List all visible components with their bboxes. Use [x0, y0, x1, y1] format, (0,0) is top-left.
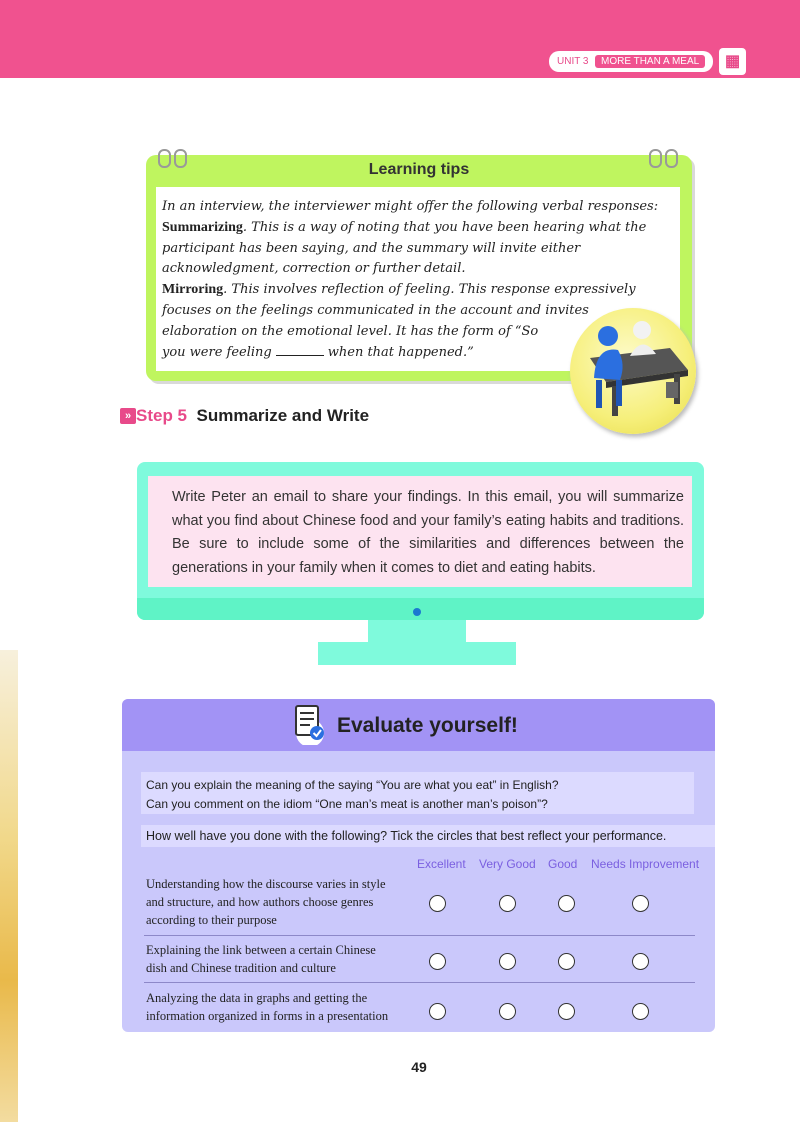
- question-1: Can you explain the meaning of the saying “You are what you eat” in English?: [146, 778, 559, 792]
- summarizing-text: . This is a way of noting that you have been hearing what the participant has been saying, and the summary will invite either acknowledgment, correction or further detail.: [162, 219, 647, 277]
- mirroring-text-a: you were feeling: [162, 344, 272, 360]
- row-label-line: Explaining the link between a certain Chinese: [146, 943, 376, 957]
- rating-excellent-radio[interactable]: [429, 1003, 446, 1020]
- learning-tips-title: Learning tips: [368, 161, 470, 178]
- row-label: [146, 875, 414, 929]
- rating-very-good-radio[interactable]: [499, 1003, 516, 1020]
- row-label: [146, 941, 414, 977]
- unit-logo-icon: ▦: [719, 48, 746, 75]
- mirroring-text-b: when that happened.”: [327, 344, 474, 360]
- step-heading: [120, 406, 369, 426]
- rating-needs-improvement-radio[interactable]: [632, 1003, 649, 1020]
- rating-needs-improvement-radio[interactable]: [632, 895, 649, 912]
- monitor-base: [318, 642, 516, 665]
- unit-badge: [549, 51, 713, 72]
- questions-box: [141, 772, 694, 814]
- rating-good-radio[interactable]: [558, 895, 575, 912]
- unit-title: MORE THAN A MEAL: [595, 55, 705, 68]
- col-excellent: Excellent: [417, 857, 466, 871]
- monitor-screen: [148, 476, 692, 587]
- tips-mirroring-2: elaboration on the emotional level. It has the form of “So: [162, 323, 539, 339]
- monitor-bezel: [137, 598, 704, 620]
- self-rating-instruction: How well have you done with the following? Tick the circles that best reflect your performance.: [141, 825, 715, 847]
- rating-excellent-radio[interactable]: [429, 895, 446, 912]
- tips-intro: In an interview, the interviewer might offer the following verbal responses:: [162, 199, 659, 214]
- step-title: Summarize and Write: [196, 406, 370, 425]
- row-label-line: and structure, and how authors choose genres: [146, 895, 374, 909]
- row-label-line: Understanding how the discourse varies in style: [146, 877, 386, 891]
- row-label: [146, 989, 414, 1025]
- row-label-line: Analyzing the data in graphs and getting the: [146, 991, 368, 1005]
- step-number: Step 5: [136, 406, 188, 425]
- col-very-good: Very Good: [479, 857, 536, 871]
- task-text: Write Peter an email to share your findings. In this email, you will summarize what you find about Chinese food and your family’s eating habits and traditions. Be sure to include some of the similarities and differences between the generations in your family when it comes to diet and eating habits.: [172, 489, 684, 576]
- col-good: Good: [548, 857, 578, 871]
- tips-summarizing: [162, 218, 680, 280]
- question-2: Can you comment on the idiom “One man’s meat is another man’s poison”?: [146, 797, 548, 811]
- double-arrow-icon: »: [120, 408, 136, 424]
- row-label-line: information organized in forms in a presentation: [146, 1009, 389, 1023]
- rating-good-radio[interactable]: [558, 1003, 575, 1020]
- col-needs-improvement: Needs Improvement: [591, 857, 700, 871]
- rating-needs-improvement-radio[interactable]: [632, 953, 649, 970]
- rating-good-radio[interactable]: [558, 953, 575, 970]
- row-divider: [144, 982, 695, 983]
- interview-illustration: [570, 308, 696, 434]
- side-decoration: [0, 650, 18, 1122]
- rating-very-good-radio[interactable]: [499, 953, 516, 970]
- summarizing-term: Summarizing: [162, 219, 243, 235]
- checklist-icon: [290, 703, 330, 745]
- monitor-frame: [137, 462, 704, 620]
- power-light-icon: [413, 608, 421, 616]
- page-number: 49: [411, 1059, 427, 1075]
- row-label-line: dish and Chinese tradition and culture: [146, 961, 336, 975]
- row-label-line: according to their purpose: [146, 913, 277, 927]
- row-divider: [144, 935, 695, 936]
- mirroring-text: . This involves reflection of feeling. This response expressively focuses on the feelings communicated in the account and invites: [162, 282, 636, 318]
- evaluate-title: Evaluate yourself!: [337, 714, 518, 737]
- rating-very-good-radio[interactable]: [499, 895, 516, 912]
- rating-excellent-radio[interactable]: [429, 953, 446, 970]
- evaluate-panel: [122, 699, 715, 1032]
- mirroring-term: Mirroring: [162, 282, 224, 298]
- monitor-neck: [368, 620, 466, 642]
- unit-label: UNIT 3: [557, 56, 589, 67]
- blank-line: [276, 355, 324, 356]
